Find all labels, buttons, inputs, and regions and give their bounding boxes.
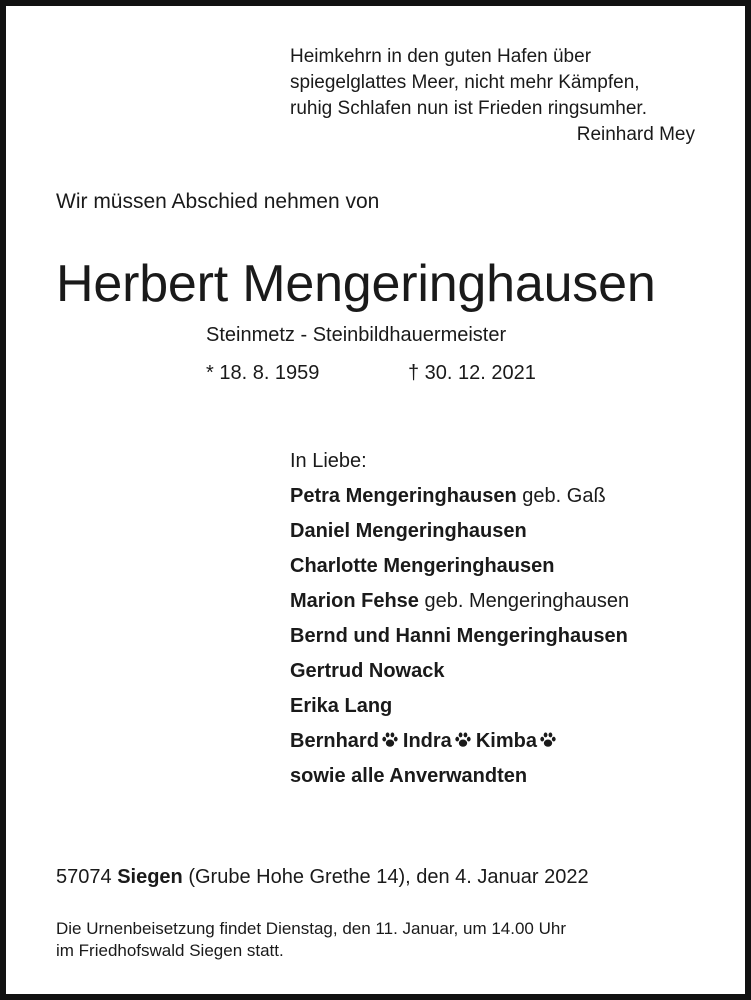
family-member-name: Marion Fehse xyxy=(290,590,419,612)
family-member xyxy=(290,691,629,726)
deceased-name: Herbert Mengeringhausen xyxy=(56,255,656,313)
pet-name: Indra xyxy=(402,730,452,752)
city: Siegen xyxy=(117,866,183,888)
family-member xyxy=(290,621,629,656)
family-member xyxy=(290,516,629,551)
address-line xyxy=(56,866,589,889)
family-heading: In Liebe: xyxy=(290,450,367,472)
poem-line: ruhig Schlafen nun ist Frieden ringsumher. xyxy=(290,98,647,119)
intro-text: Wir müssen Abschied nehmen von xyxy=(56,190,380,213)
family-member-note: geb. Gaß xyxy=(522,485,606,507)
death-date: † 30. 12. 2021 xyxy=(408,362,536,384)
burial-line: Die Urnenbeisetzung findet Dienstag, den 11. Januar, um 14.00 Uhr xyxy=(56,919,566,938)
poem-quote xyxy=(290,44,647,122)
paw-icon xyxy=(539,731,557,749)
family-member-name: Charlotte Mengeringhausen xyxy=(290,555,555,577)
family-member-name: Bernd und Hanni Mengeringhausen xyxy=(290,625,628,647)
family-member-name: Daniel Mengeringhausen xyxy=(290,520,527,542)
poem-author: Reinhard Mey xyxy=(576,124,695,145)
pets-row xyxy=(290,726,629,761)
family-member-name: Erika Lang xyxy=(290,695,393,717)
family-member xyxy=(290,656,629,691)
pet-name: Kimba xyxy=(475,730,537,752)
family-list xyxy=(290,446,629,796)
family-member xyxy=(290,586,629,621)
poem-line: spiegelglattes Meer, nicht mehr Kämpfen, xyxy=(290,72,640,93)
paw-icon xyxy=(381,731,399,749)
address-date: (Grube Hohe Grethe 14), den 4. Januar 2022 xyxy=(188,866,589,888)
poem-line: Heimkehrn in den guten Hafen über xyxy=(290,46,592,67)
family-member-name: Petra Mengeringhausen xyxy=(290,485,517,507)
closing-text: sowie alle Anverwandten xyxy=(290,765,528,787)
burial-line: im Friedhofswald Siegen statt. xyxy=(56,941,284,960)
pet-name: Bernhard xyxy=(290,730,379,752)
family-closing xyxy=(290,761,629,796)
birth-date: * 18. 8. 1959 xyxy=(206,362,320,384)
family-member xyxy=(290,481,629,516)
paw-icon xyxy=(454,731,472,749)
family-member-name: Gertrud Nowack xyxy=(290,660,445,682)
deceased-profession: Steinmetz - Steinbildhauermeister xyxy=(206,324,507,346)
burial-info xyxy=(56,918,566,962)
zip-code: 57074 xyxy=(56,866,112,888)
family-member-note: geb. Mengeringhausen xyxy=(424,590,630,612)
family-member xyxy=(290,551,629,586)
